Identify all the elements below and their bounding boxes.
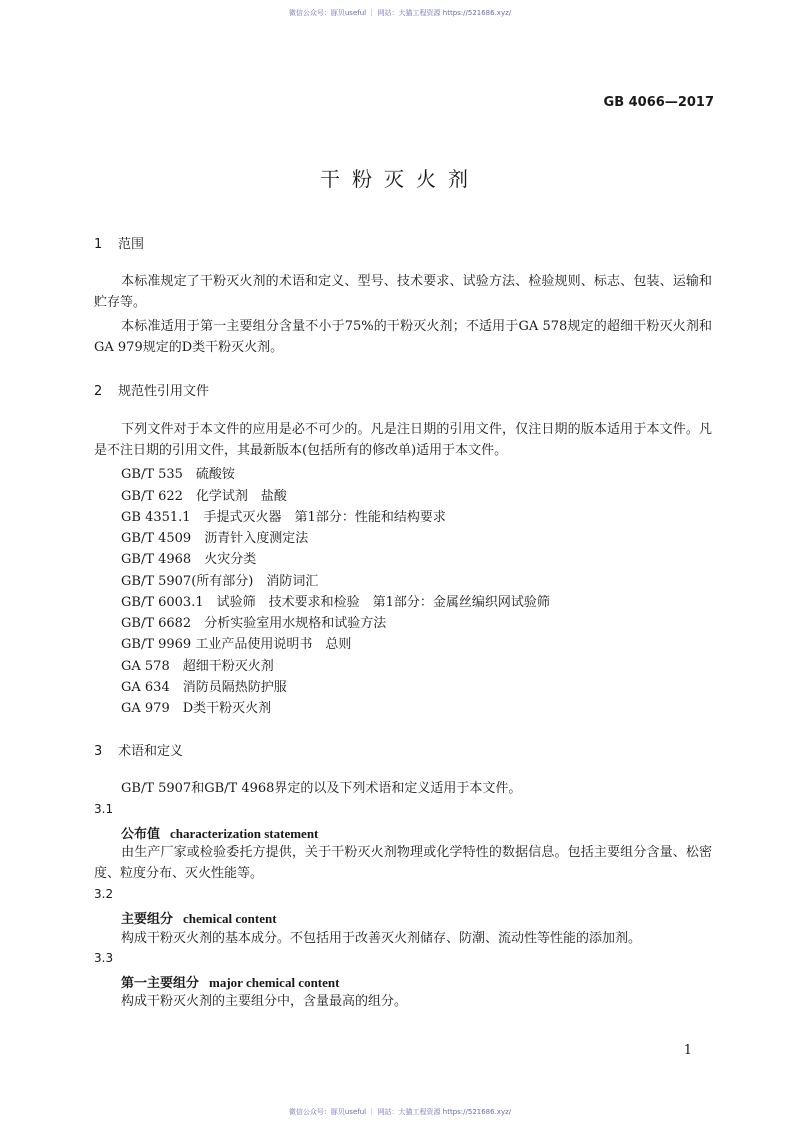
definition-text: 构成干粉灭火剂的主要组分中，含量最高的组分。 [121, 994, 408, 1009]
section-heading-refs [94, 380, 209, 399]
paragraph [94, 271, 712, 313]
section-number: 1 [94, 237, 103, 252]
reference-item: GB 4351.1 手提式灭火器 第1部分：性能和结构要求 [121, 510, 446, 525]
term-en: chemical content [183, 911, 277, 926]
reference-item: GB/T 9969 工业产品使用说明书 总则 [121, 637, 352, 652]
section-number: 2 [94, 384, 103, 399]
term-en: major chemical content [209, 975, 340, 990]
section-title: 术语和定义 [118, 744, 184, 759]
term-entry [121, 823, 318, 842]
reference-item: GA 979 D类干粉灭火剂 [121, 701, 272, 716]
term-definition [94, 842, 712, 884]
page-number: 1 [683, 1043, 692, 1058]
term-entry [121, 908, 277, 927]
paragraph [94, 778, 712, 799]
reference-item: GB/T 535 硫酸铵 [121, 467, 235, 482]
reference-item: GB/T 4968 火灾分类 [121, 552, 257, 567]
paragraph-text: 下列文件对于本文件的应用是必不可少的。凡是注日期的引用文件，仅注日期的版本适用于本文件。凡是不注日期的引用文件，其最新版本(包括所有的修改单)适用于本文件。 [94, 422, 712, 458]
term-definition [94, 928, 712, 949]
document-title: 干粉灭火剂 [320, 167, 480, 191]
reference-item: GA 578 超细干粉灭火剂 [121, 659, 274, 674]
section-number: 3 [94, 744, 103, 759]
term-definition [94, 991, 712, 1012]
section-title: 规范性引用文件 [118, 384, 210, 399]
paragraph-text: 本标准规定了干粉灭火剂的术语和定义、型号、技术要求、试验方法、检验规则、标志、包装、运输和贮存等。 [94, 274, 712, 310]
reference-item: GB/T 6003.1 试验筛 技术要求和检验 第1部分：金属丝编织网试验筛 [121, 595, 550, 610]
term-zh: 公布值 [121, 827, 161, 842]
section-title: 范围 [118, 237, 145, 252]
section-heading-terms [94, 740, 183, 759]
paragraph [94, 419, 712, 461]
paragraph-text: 本标准适用于第一主要组分含量不小于75%的干粉灭火剂；不适用于GA 578规定的超细干粉灭火剂和GA 979规定的D类干粉灭火剂。 [94, 319, 712, 355]
reference-item: GA 634 消防员隔热防护服 [121, 680, 287, 695]
term-entry [121, 972, 339, 991]
definition-text: 构成干粉灭火剂的基本成分。不包括用于改善灭火剂储存、防潮、流动性等性能的添加剂。 [121, 931, 642, 946]
standard-code: GB 4066—2017 [603, 95, 714, 110]
paragraph [94, 316, 712, 358]
term-number: 3.3 [94, 951, 114, 965]
reference-item: GB/T 4509 沥青针入度测定法 [121, 531, 309, 546]
definition-text: 由生产厂家或检验委托方提供，关于干粉灭火剂物理或化学特性的数据信息。包括主要组分含量、松密度、粒度分布、灭火性能等。 [94, 845, 712, 881]
term-number: 3.2 [94, 887, 114, 901]
reference-item: GB/T 6682 分析实验室用水规格和试验方法 [121, 616, 387, 631]
term-zh: 主要组分 [121, 912, 174, 927]
watermark-bottom: 微信公众号：豚贝useful ｜ 网站：大猫工程资源 https://521686.xyz/ [288, 1108, 512, 1116]
watermark-top: 微信公众号：豚贝useful ｜ 网站：大猫工程资源 https://521686.xyz/ [288, 9, 512, 17]
term-en: characterization statement [170, 826, 319, 841]
term-number: 3.1 [94, 802, 114, 816]
paragraph-text: GB/T 5907和GB/T 4968界定的以及下列术语和定义适用于本文件。 [121, 781, 522, 796]
reference-item: GB/T 5907(所有部分) 消防词汇 [121, 574, 319, 589]
section-heading-scope [94, 233, 144, 252]
reference-item: GB/T 622 化学试剂 盐酸 [121, 489, 287, 504]
term-zh: 第一主要组分 [121, 976, 200, 991]
